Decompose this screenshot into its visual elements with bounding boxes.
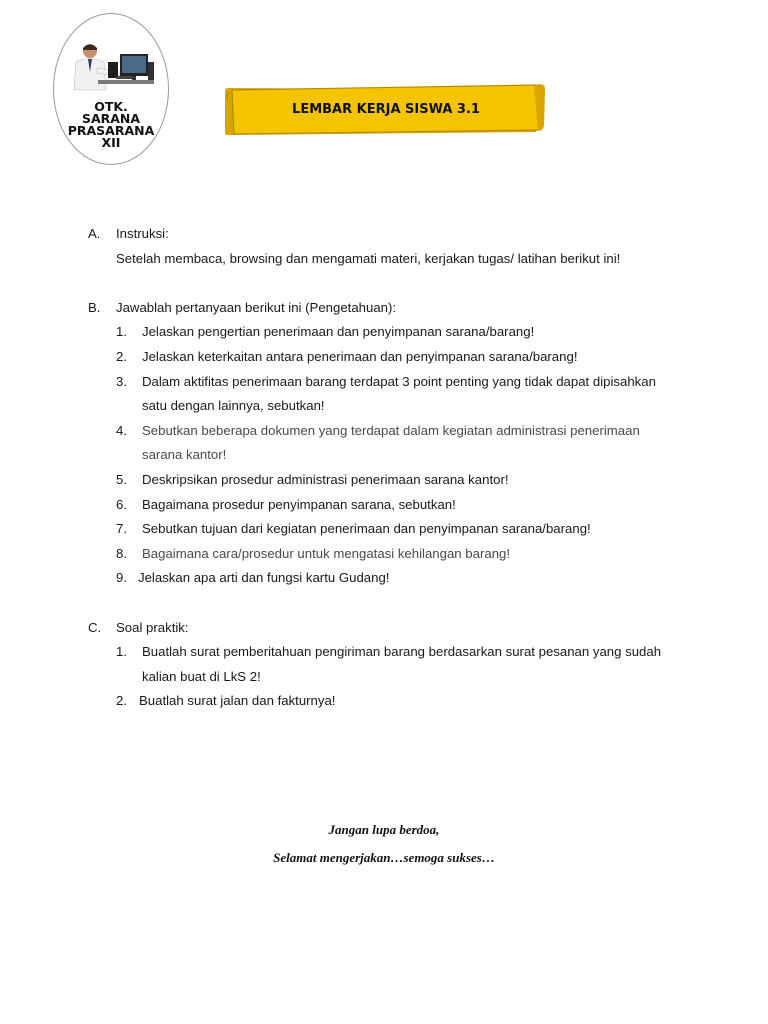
item-number: 1. bbox=[116, 324, 127, 340]
item-text: Bagaimana prosedur penyimpanan sarana, sebutkan! bbox=[142, 496, 456, 512]
closing-line-1: Jangan lupa berdoa, bbox=[328, 822, 440, 837]
item-number: 2. bbox=[116, 693, 127, 709]
item-number: 7. bbox=[116, 521, 127, 537]
section-b-letter: B. bbox=[88, 299, 101, 315]
item-text: Dalam aktifitas penerimaan barang terdapat 3 point penting yang tidak dapat dipisahkan bbox=[142, 373, 656, 389]
logo-text bbox=[54, 101, 168, 149]
section-c-header bbox=[88, 616, 708, 641]
item-text: Sebutkan tujuan dari kegiatan penerimaan dan penyimpanan sarana/barang! bbox=[142, 521, 591, 537]
item-text: Deskripsikan prosedur administrasi penerimaan sarana kantor! bbox=[142, 471, 509, 487]
list-item bbox=[88, 370, 708, 395]
item-number: 9. bbox=[116, 570, 127, 586]
item-number: 3. bbox=[116, 373, 127, 389]
logo-line-2: SARANA bbox=[81, 111, 141, 126]
list-item bbox=[88, 640, 708, 665]
section-c-letter: C. bbox=[88, 619, 102, 635]
section-a-header bbox=[88, 222, 708, 247]
item-text: Bagaimana cara/prosedur untuk mengatasi kehilangan barang! bbox=[142, 545, 511, 561]
item-text: Jelaskan pengertian penerimaan dan penyimpanan sarana/barang! bbox=[142, 324, 535, 340]
item-number: 8. bbox=[116, 545, 127, 561]
logo-line-4: XII bbox=[101, 135, 121, 150]
section-c-heading: Soal praktik: bbox=[116, 619, 189, 635]
worksheet-title: LEMBAR KERJA SISWA 3.1 bbox=[292, 102, 480, 117]
logo-line-3: PRASARANA bbox=[67, 123, 155, 138]
list-item bbox=[88, 566, 708, 591]
logo-line-1: OTK. bbox=[94, 99, 128, 114]
item-number: 6. bbox=[116, 496, 127, 512]
list-item bbox=[88, 345, 708, 370]
item-number: 1. bbox=[116, 644, 127, 660]
item-text: Sebutkan beberapa dokumen yang terdapat dalam kegiatan administrasi penerimaan bbox=[142, 422, 640, 438]
item-continuation: sarana kantor! bbox=[142, 447, 227, 463]
section-a-letter: A. bbox=[88, 226, 101, 241]
item-number: 2. bbox=[116, 348, 127, 364]
office-worker-at-computer-image bbox=[68, 42, 154, 96]
item-continuation: kalian buat di LkS 2! bbox=[142, 668, 261, 684]
section-a-heading: Instruksi: bbox=[116, 226, 169, 241]
item-number: 5. bbox=[116, 471, 127, 487]
list-item bbox=[88, 542, 708, 567]
section-a-text: Setelah membaca, browsing dan mengamati materi, kerjakan tugas/ latihan berikut ini! bbox=[116, 250, 621, 266]
list-item bbox=[88, 320, 708, 345]
item-text: Jelaskan keterkaitan antara penerimaan dan penyimpanan sarana/barang! bbox=[142, 348, 578, 364]
worksheet-content bbox=[88, 222, 708, 714]
item-text: Buatlah surat pemberitahuan pengiriman barang berdasarkan surat pesanan yang sudah bbox=[142, 644, 662, 660]
section-b-heading: Jawablah pertanyaan berikut ini (Pengetahuan): bbox=[116, 299, 397, 315]
list-item bbox=[88, 517, 708, 542]
school-logo bbox=[53, 13, 169, 165]
list-item bbox=[88, 493, 708, 518]
item-continuation: satu dengan lainnya, sebutkan! bbox=[142, 398, 325, 414]
closing-line-2: Selamat mengerjakan…semoga sukses… bbox=[273, 850, 495, 865]
item-text: Jelaskan apa arti dan fungsi kartu Gudang! bbox=[138, 570, 390, 586]
item-text: Buatlah surat jalan dan fakturnya! bbox=[139, 693, 336, 709]
section-b-header bbox=[88, 296, 708, 321]
list-item bbox=[88, 419, 708, 444]
item-number: 4. bbox=[116, 422, 127, 438]
list-item bbox=[88, 689, 708, 714]
list-item bbox=[88, 468, 708, 493]
